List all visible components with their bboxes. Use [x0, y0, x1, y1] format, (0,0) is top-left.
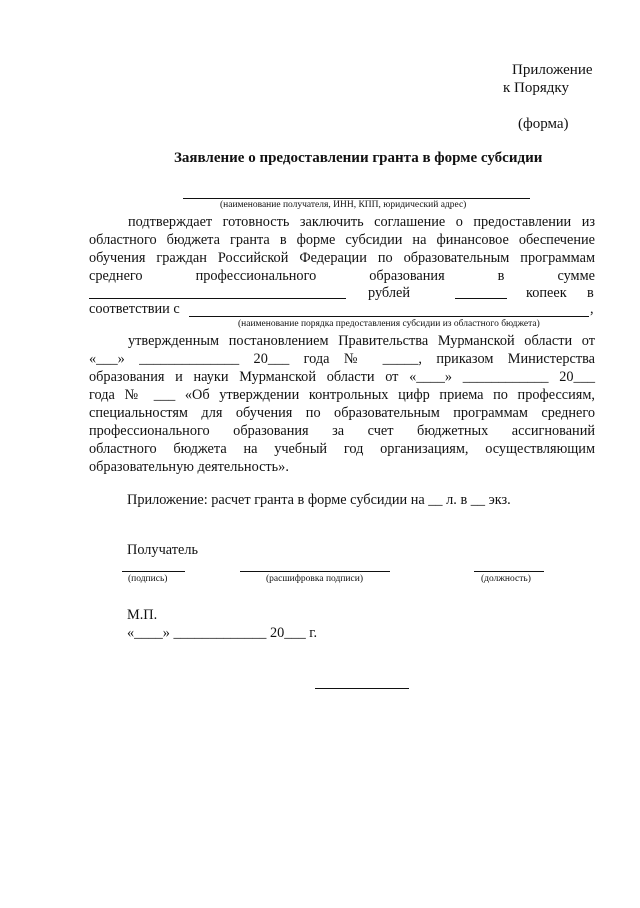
decryption-caption: (расшифровка подписи)	[266, 574, 363, 584]
accordance-comma: ,	[590, 301, 594, 317]
order-caption: (наименование порядка предоставления субсидии из областного бюджета)	[238, 319, 540, 329]
accordance-label: соответствии с	[89, 301, 180, 317]
in-label: в	[587, 285, 594, 301]
body-line-3: обучения граждан Российской Федерации по образовательным программам	[89, 250, 595, 266]
signature-blank	[122, 571, 185, 572]
signature-caption: (подпись)	[128, 574, 168, 584]
body-line-1: подтверждает готовность заключить соглашение о предоставлении из	[128, 214, 595, 230]
attachment-line: Приложение: расчет гранта в форме субсидии на __ л. в __ экз.	[127, 492, 511, 508]
appendix-label: Приложение	[512, 62, 593, 78]
body-line-4: среднего профессионального образования в сумме	[89, 268, 595, 284]
closing-separator	[315, 688, 409, 689]
kopecks-label: копеек	[526, 285, 567, 301]
position-blank	[474, 571, 544, 572]
form-label: (форма)	[518, 116, 569, 132]
rubles-label: рублей	[368, 285, 410, 301]
date-line: «____» _____________ 20___ г.	[127, 625, 318, 641]
decree-line-3: образования и науки Мурманской области от «____» ____________ 20___	[89, 369, 595, 385]
document-title: Заявление о предоставлении гранта в форме субсидии	[174, 150, 543, 166]
decree-line-4: года № ___ «Об утверждении контрольных цифр приема по профессиям,	[89, 387, 595, 403]
stamp-label: М.П.	[127, 607, 158, 623]
sum-rubles-blank	[89, 298, 346, 299]
body-line-2: областного бюджета гранта в форме субсидии на финансовое обеспечение	[89, 232, 595, 248]
decryption-blank	[240, 571, 390, 572]
decree-line-1: утвержденным постановлением Правительства Мурманской области от	[128, 333, 595, 349]
position-caption: (должность)	[481, 574, 531, 584]
order-name-blank	[189, 316, 589, 317]
decree-line-8: образовательную деятельность».	[89, 459, 289, 475]
recipient-label: Получатель	[127, 542, 198, 558]
decree-line-5: специальностям для обучения по образовательным программам среднего	[89, 405, 595, 421]
to-order-label: к Порядку	[503, 80, 569, 96]
recipient-blank-line	[183, 198, 530, 199]
decree-line-2: «___» ______________ 20___ года № _____, приказом Министерства	[89, 351, 595, 367]
decree-line-6: профессионального образования за счет бюджетных ассигнований	[89, 423, 595, 439]
decree-line-7: областного бюджета на учебный год организациям, осуществляющим	[89, 441, 595, 457]
sum-kopecks-blank	[455, 298, 507, 299]
recipient-caption: (наименование получателя, ИНН, КПП, юридический адрес)	[220, 200, 467, 210]
